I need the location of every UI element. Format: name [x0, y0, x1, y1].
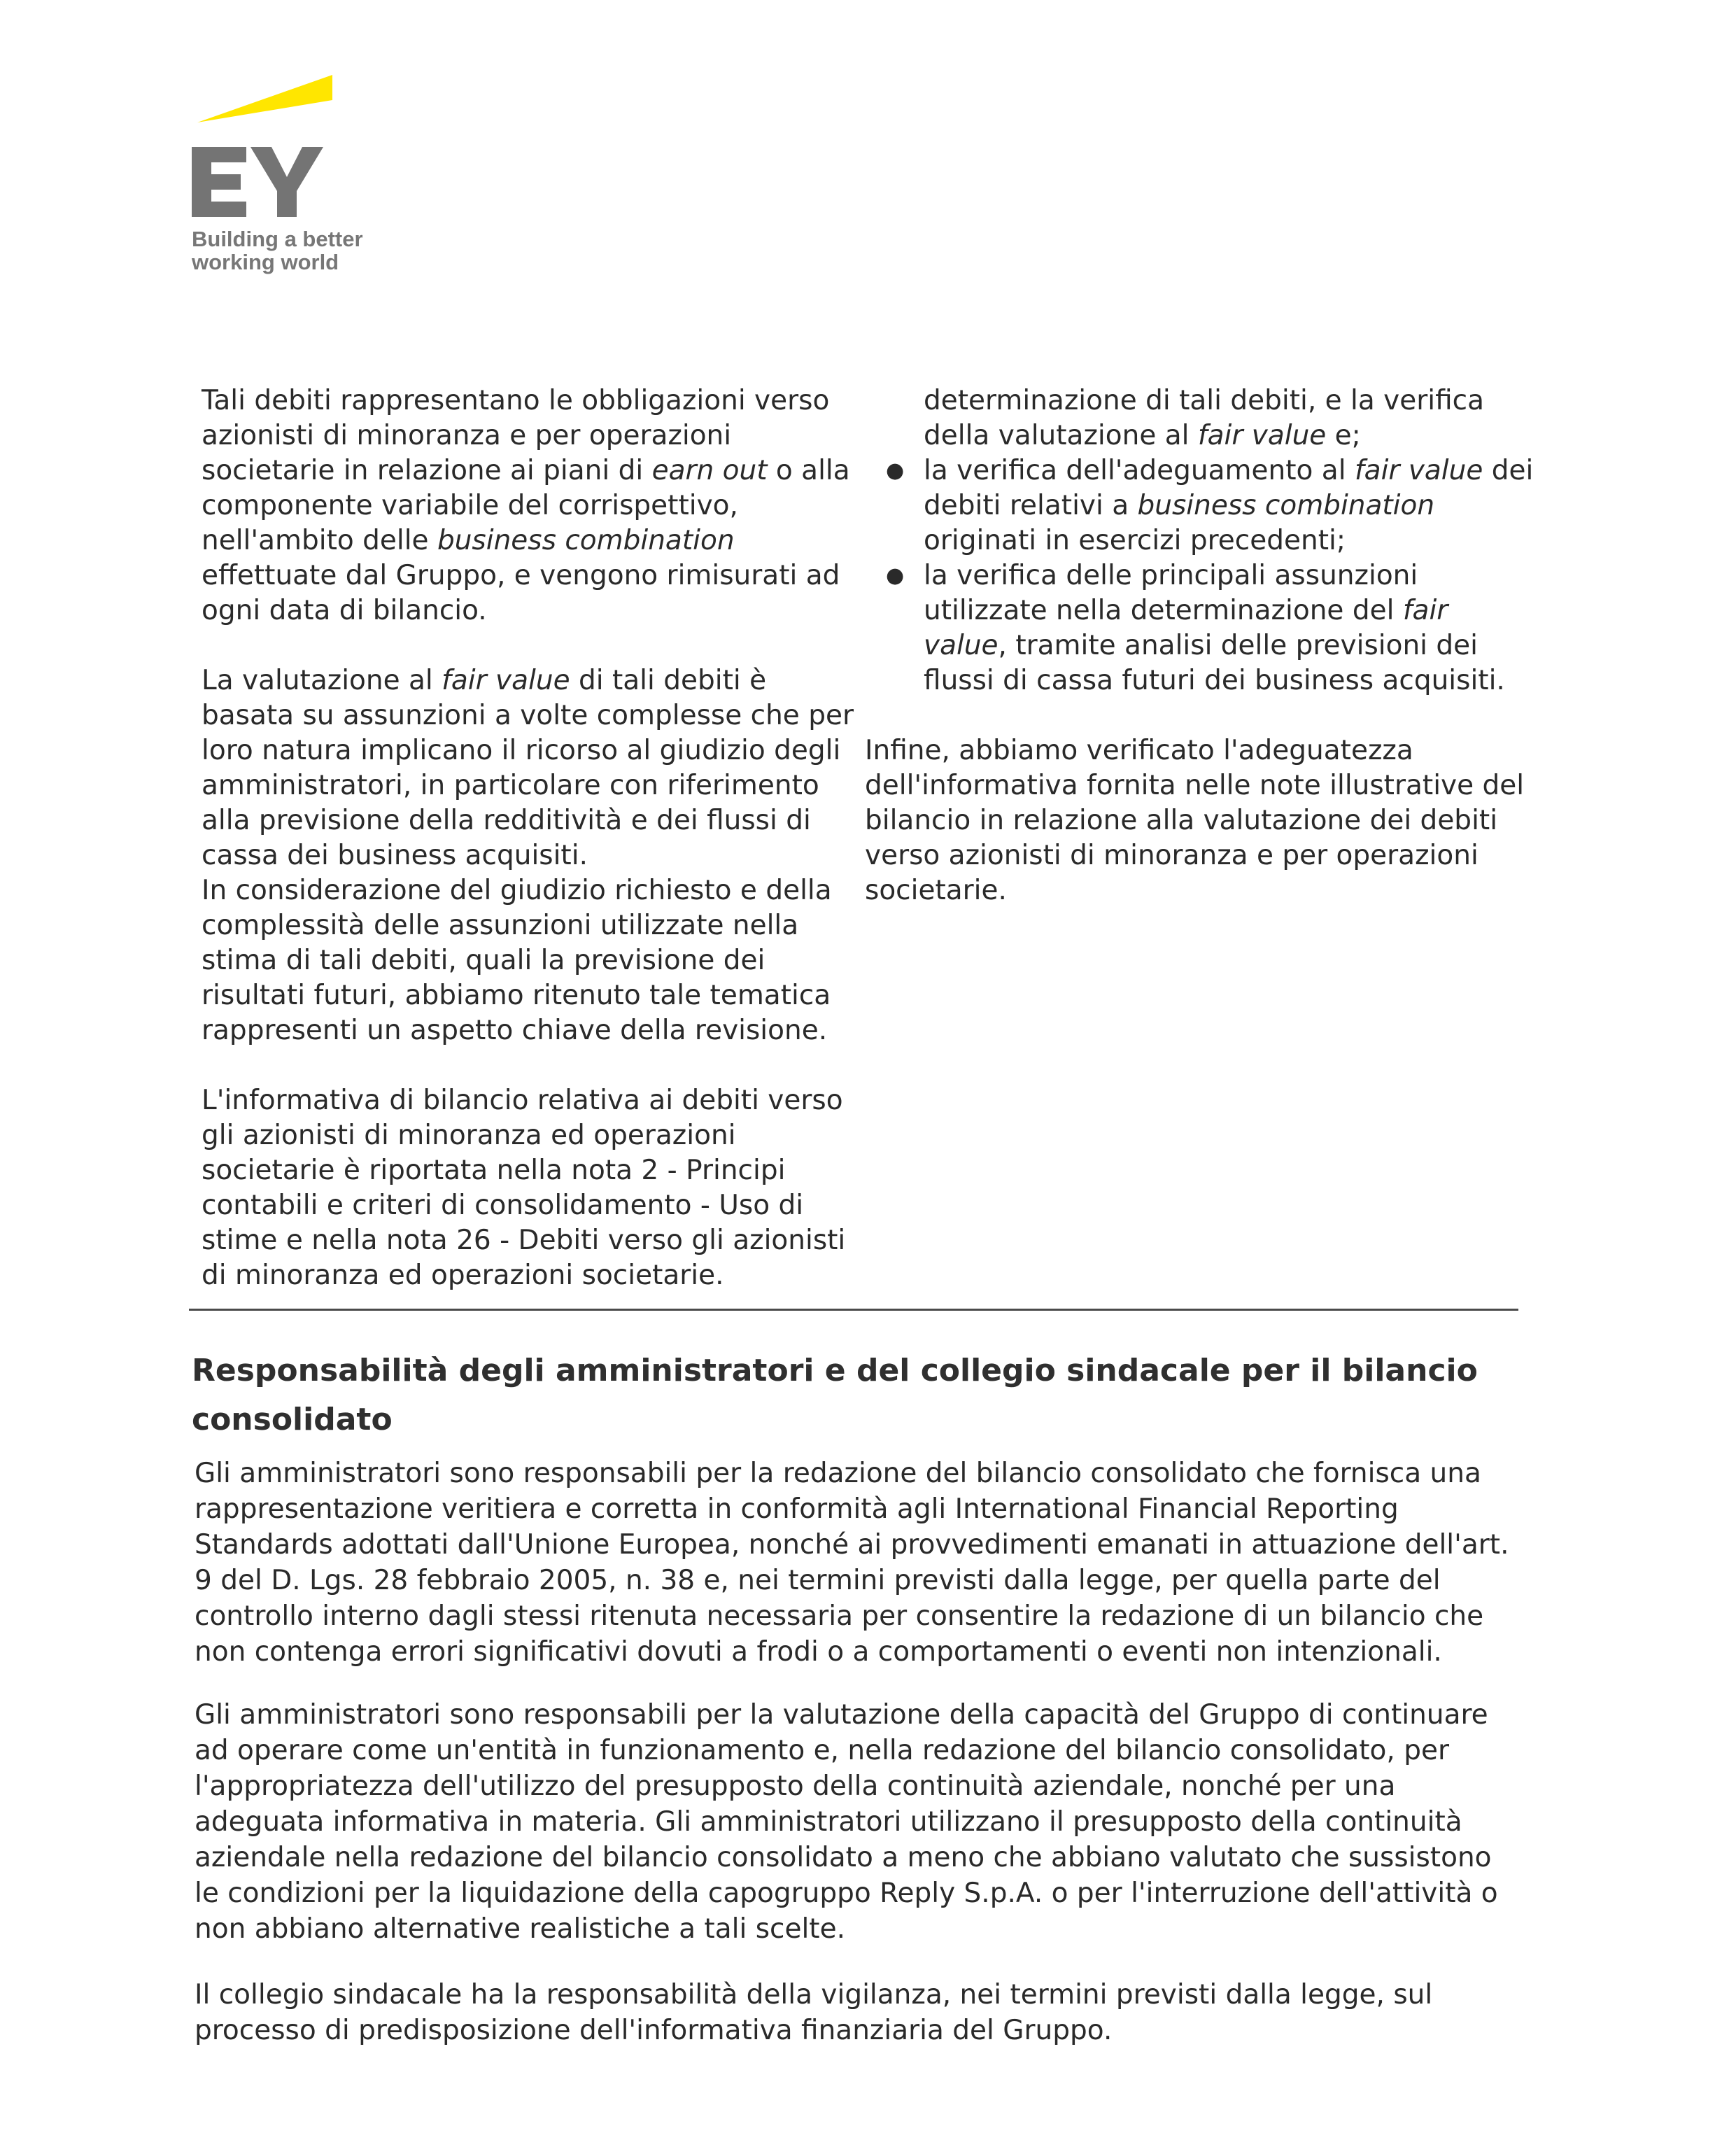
text-run: effettuate dal Gruppo, e vengono rimisurati ad ogni data di bilancio. [202, 560, 840, 626]
brand-tagline [192, 227, 363, 274]
bullet-icon: ● [886, 563, 905, 588]
left-column [202, 383, 859, 1293]
section-paragraph-1: Gli amministratori sono responsabili per la redazione del bilancio consolidato che fornisca una rappresentazione veritiera e corretta in conformità agli International Financial Reporting Standards adottati dall'Unione Europea, nonché ai provvedimenti emanati in attuazione dell'art. 9 del D. Lgs. 28 febbraio 2005, n. 38 e, nei termini previsti dalla legge, per quella parte del controllo interno dagli stessi ritenuta necessaria per consentire la redazione di un bilancio che non contenga errori significativi dovuti a frodi o a comportamenti o eventi non intenzionali. [195, 1458, 1509, 1668]
right-continuation [865, 383, 1537, 453]
right-column [865, 383, 1537, 908]
italic-term: earn out [651, 455, 768, 486]
text-run: Tali debiti rappresentano le obbligazioni verso azionisti di minoranza e per operazioni societarie in relazione ai piani di [202, 385, 830, 486]
section-paragraph-3: Il collegio sindacale ha la responsabilità della vigilanza, nei termini previsti dalla legge, sul processo di predisposizione dell'informativa finanziaria del Gruppo. [195, 1979, 1433, 2046]
text-run: o alla componente variabile del corrispettivo, nell'ambito delle [202, 455, 850, 556]
left-paragraph-4: L'informativa di bilancio relativa ai debiti verso gli azionisti di minoranza ed operazioni societarie è riportata nella nota 2 - Principi contabili e criteri di consolidamento - Uso di stime e nella nota 26 - Debiti verso gli azionisti di minoranza ed operazioni societarie. [202, 1085, 846, 1291]
ey-logo [189, 66, 399, 290]
text-run: dei debiti relativi a [924, 455, 1534, 521]
ey-logo-beam [197, 75, 332, 122]
section-title: Responsabilità degli amministratori e del collegio sindacale per il bilancio consolidato [192, 1353, 1478, 1437]
list-item [865, 453, 1537, 558]
italic-term: fair value [1197, 420, 1327, 451]
italic-term: fair value [924, 595, 1448, 661]
left-paragraph-3: In considerazione del giudizio richiesto e della complessità delle assunzioni utilizzate nella stima di tali debiti, quali la previsione dei risultati futuri, abbiamo ritenuto tale tematica rappresenti un aspetto chiave della revisione. [202, 875, 832, 1046]
right-paragraph-final: Infine, abbiamo verificato l'adeguatezza dell'informativa fornita nelle note illustrative del bilancio in relazione alla valutazione dei debiti verso azionisti di minoranza e per operazioni societarie. [865, 735, 1525, 906]
tagline-line-2: working world [192, 250, 339, 274]
left-paragraph-2 [202, 663, 859, 873]
italic-term: business combination [1137, 490, 1435, 521]
italic-term: fair value [442, 665, 570, 696]
text-run: originati in esercizi precedenti; [924, 525, 1346, 556]
text-run: determinazione di tali debiti, e la verifica della valutazione al [924, 385, 1484, 451]
section-paragraph-2: Gli amministratori sono responsabili per la valutazione della capacità del Gruppo di continuare ad operare come un'entità in funzionamento e, nella redazione del bilancio consolidato, per l'appropriatezza dell'utilizzo del presupposto della continuità aziendale, nonché per una adeguata informativa in materia. Gli amministratori utilizzano il presupposto della continuità aziendale nella redazione del bilancio consolidato a meno che abbiano valutato che sussistono le condizioni per la liquidazione della capogruppo Reply S.p.A. o per l'interruzione dell'attività o non abbiano alternative realistiche a tali scelte. [195, 1699, 1498, 1945]
italic-term: business combination [437, 525, 735, 556]
procedures-list [865, 453, 1537, 698]
section-divider [189, 1309, 1518, 1311]
bullet-icon: ● [886, 458, 905, 483]
ey-logo-letters [192, 147, 323, 217]
text-run: La valutazione al [202, 665, 442, 696]
text-run: , tramite analisi delle previsioni dei flussi di cassa futuri dei business acquisiti. [924, 630, 1505, 696]
left-paragraph-1 [202, 383, 859, 628]
text-run: la verifica dell'adeguamento al [924, 455, 1355, 486]
text-run: la verifica delle principali assunzioni utilizzate nella determinazione del [924, 560, 1418, 626]
list-item [865, 558, 1537, 698]
text-run: di tali debiti è basata su assunzioni a volte complesse che per loro natura implicano il ricorso al giudizio degli amministratori, in particolare con riferimento alla previsione della redditività e dei flussi di cassa dei business acquisiti. [202, 665, 854, 871]
text-run: e; [1326, 420, 1361, 451]
italic-term: fair value [1354, 455, 1483, 486]
tagline-line-1: Building a better [192, 227, 363, 251]
ey-logo-mark [189, 66, 399, 227]
